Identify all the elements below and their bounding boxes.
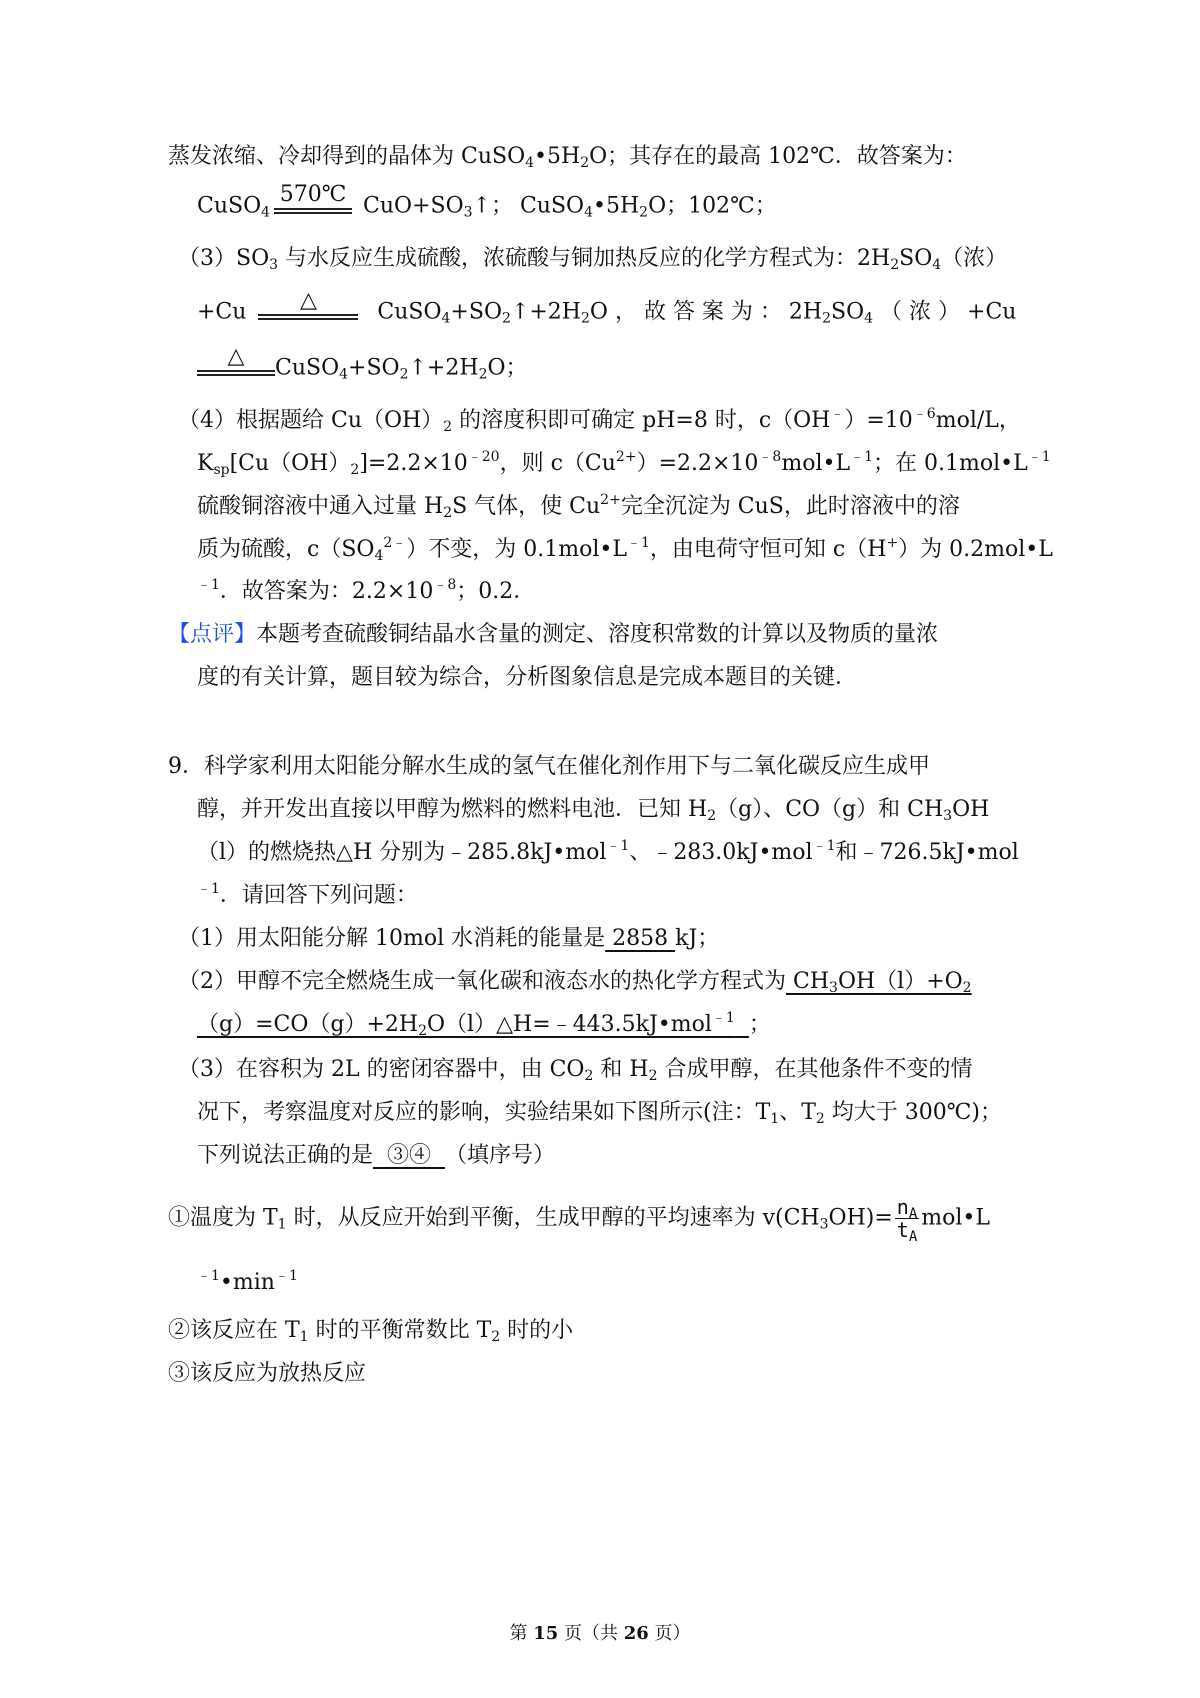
text-line: 度的有关计算，题目较为综合，分析图象信息是完成本题目的关键． <box>197 665 858 690</box>
equation-line: CuSO$_4$ 570℃ $CuO+SO_3↑$； $CuSO_4•5H_2O$；102℃； <box>197 182 777 221</box>
text-line: 下列说法正确的是 ③④ （填序号） <box>197 1143 556 1168</box>
comment-line: 【点评】本题考查硫酸铜结晶水含量的测定、溶度积常数的计算以及物质的量浓 <box>168 622 939 647</box>
text-line: $^{﹣1}$．故答案为：$2.2\times 10^{﹣8}$；0.2． <box>197 577 536 604</box>
text-line: 硫酸铜溶液中通入过量 $H_2S$ 气体，使 $Cu^{2+}$完全沉淀为 CuS，此时溶液中的溶 <box>197 492 960 521</box>
equation-line: △ $CuSO_4+SO_2↑+2H_2O$； <box>197 346 528 382</box>
text-line: 质为硫酸，$c(SO_4^{2﹣})$不变，为 $0.1mol•L^{﹣1}$，由电荷守恒可知 c（H+）为 0.2mol•L <box>197 535 1053 564</box>
option-3: ③该反应为放热反应 <box>168 1361 367 1386</box>
equation-line: +Cu △ $CuSO_4+SO_2↑+2H_2O$ ， 故 答 案 为 ： $2H_2SO_4$ （ 浓 ） +Cu <box>197 288 1017 327</box>
question-title: 9．科学家利用太阳能分解水生成的氢气在催化剂作用下与二氧化碳反应生成甲 <box>168 754 930 779</box>
text-line: （l）的燃烧热△H 分别为﹣285.8kJ•mol$^{﹣1}$、﹣283.0kJ•mol$^{﹣1}$和﹣726.5kJ•mol <box>197 838 1019 865</box>
reaction-condition: △ <box>258 290 358 326</box>
answer-blank: 2858 <box>605 926 676 951</box>
text-line: （4）根据题给 $Cu(OH)_2$ 的溶度积即可确定 pH=8 时，$c(OH^﹣)=10^{﹣6}mol/L$， <box>178 406 1021 435</box>
text-line: 醇，并开发出直接以甲醇为燃料的燃料电池．已知 $H_2(g)$、CO（g）和 $CH_3OH$ <box>197 797 990 824</box>
answer-blank: $CH_3OH(l)+O_2$ <box>786 969 972 996</box>
text-line: 蒸发浓缩、冷却得到的晶体为 $CuSO_4•5H_2O$；其存在的最高 102℃．故答案为： <box>168 144 967 171</box>
text-line: $^{﹣1}$．请回答下列问题： <box>197 881 418 908</box>
sub-question-2: （2）甲醇不完全燃烧生成一氧化碳和液态水的热化学方程式为 $CH_3OH(l)+O_2$ <box>178 969 972 996</box>
text-line: $K_{sp}[Cu(OH)_2]=2.2\times 10^{﹣20}$，则 $c(Cu^{2+})=2.2\times 10^{﹣8}mol•L^{﹣1}$；在 $0.1mol•L^{﹣1}$ <box>197 449 1051 478</box>
text-line: $(3)SO_3$ 与水反应生成硫酸，浓硫酸与铜加热反应的化学方程式为：$2H_2SO_4$（浓） <box>178 246 1008 273</box>
sub-question-3: （3）在容积为 2L 的密闭容器中，由 $CO_2$ 和 $H_2$ 合成甲醇，在其他条件不变的情 <box>178 1057 973 1084</box>
answer-blank: ③④ <box>373 1143 445 1168</box>
comment-tag: 【点评】 <box>168 622 257 647</box>
option-1-cont: $^{﹣1}•\min^{﹣1}$ <box>197 1268 298 1295</box>
page-footer: 第 15 页（共 26 页） <box>509 1623 691 1644</box>
option-2: ②该反应在 $T_1$ 时的平衡常数比 $T_2$ 时的小 <box>168 1318 574 1345</box>
text-line: 况下，考察温度对反应的影响，实验结果如下图所示(注：$T_1$、$T_2$ 均大于 300℃)； <box>197 1100 1002 1127</box>
sub-question-1: （1）用太阳能分解 10mol 水消耗的能量是 2858 kJ； <box>178 926 720 951</box>
sub-question-2-cont: $(g)=CO(g)+2H_2O(l)\triangle H=﹣443.5kJ•mol^{﹣1}$ ； <box>197 1010 771 1039</box>
answer-blank: $(g)=CO(g)+2H_2O(l)\triangle H=﹣443.5kJ•mol^{﹣1}$ <box>197 1010 735 1039</box>
reaction-condition: △ <box>197 346 275 382</box>
option-1: ①温度为 $T_1$ 时，从反应开始到平衡，生成甲醇的平均速率为 $v(CH_3OH)=$ $\frac{n_A}{t_A}$ mol•L <box>168 1195 991 1245</box>
rate-fraction: $\frac{n_A}{t_A}$ <box>896 1195 918 1245</box>
reaction-condition: 570℃ <box>274 184 352 220</box>
